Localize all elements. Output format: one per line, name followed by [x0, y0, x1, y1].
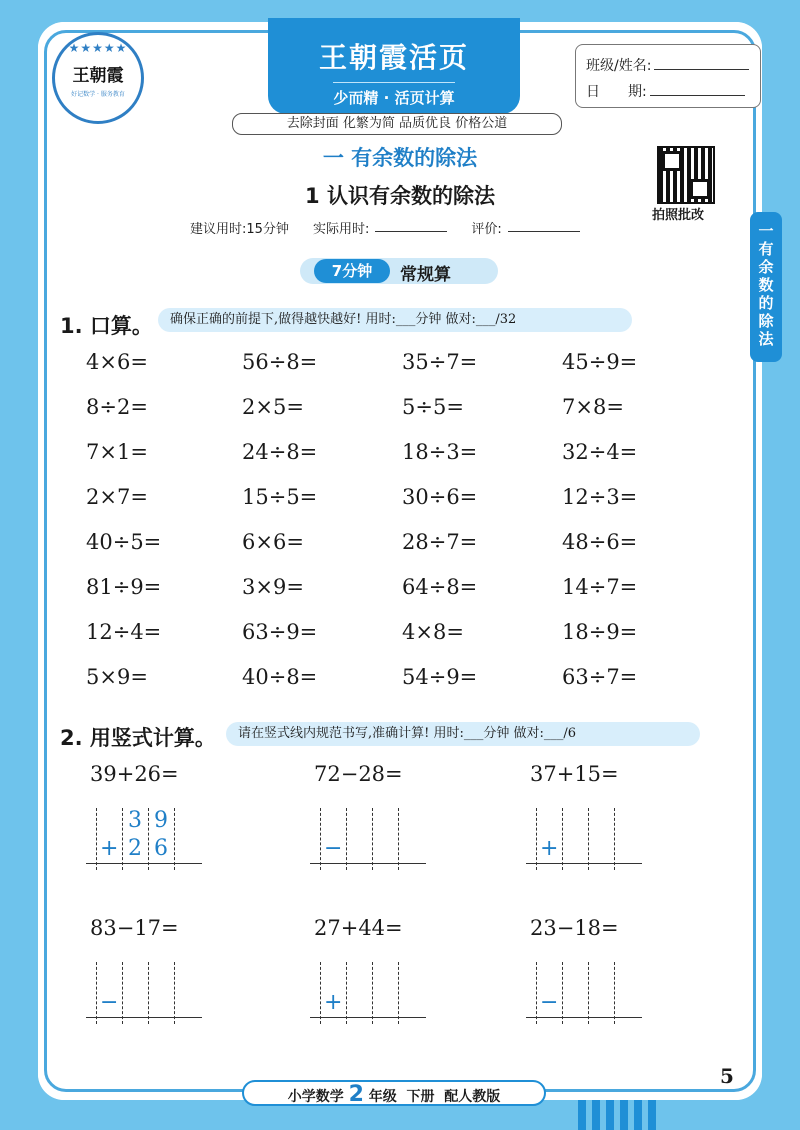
guide-line [398, 808, 399, 870]
practice-type: 常规算 [400, 265, 451, 285]
guide-line [614, 808, 615, 870]
vertical-work-area[interactable] [320, 808, 416, 870]
guide-line [96, 808, 97, 870]
oral-problem: 28÷7= [402, 530, 478, 554]
oral-problem: 64÷8= [402, 575, 478, 599]
oral-problem: 4×8= [402, 620, 464, 644]
section2-hint: 请在竖式线内规范书写,准确计算! 用时:___分钟 做对:___/6 [226, 722, 700, 746]
guide-line [588, 962, 589, 1024]
oral-problem: 2×5= [242, 395, 304, 419]
oral-problem: 5×9= [86, 665, 148, 689]
operator-sign: + [324, 990, 343, 1015]
logo-name: 王朝霞 [72, 66, 124, 86]
guide-line [148, 962, 149, 1024]
oral-problem: 63÷7= [562, 665, 638, 689]
operator-sign: − [324, 836, 343, 861]
oral-problem: 15÷5= [242, 485, 318, 509]
actual-time-field[interactable] [375, 218, 447, 232]
rating-label: 评价: [471, 222, 502, 237]
date-label: 日 期: [586, 84, 647, 100]
digit: 9 [154, 808, 168, 833]
unit-title: 一 有余数的除法 [322, 146, 478, 170]
oral-problem: 2×7= [86, 485, 148, 509]
side-tab-label: 一 有余数的除法 [758, 222, 774, 348]
page-number: 5 [720, 1064, 734, 1088]
oral-problem: 8÷2= [86, 395, 148, 419]
oral-problem: 45÷9= [562, 350, 638, 374]
digit: 6 [154, 836, 168, 861]
oral-problem: 12÷3= [562, 485, 638, 509]
oral-problem: 48÷6= [562, 530, 638, 554]
guide-line [536, 808, 537, 870]
footer-subject: 小学数学 [287, 1089, 344, 1105]
vertical-work-area[interactable] [536, 808, 632, 870]
guide-line [562, 808, 563, 870]
vertical-work-area[interactable] [96, 808, 192, 870]
operator-sign: − [100, 990, 119, 1015]
rating-field[interactable] [508, 218, 580, 232]
oral-problem: 81÷9= [86, 575, 162, 599]
operator-sign: + [540, 836, 559, 861]
operator-sign: − [540, 990, 559, 1015]
oral-problem: 24÷8= [242, 440, 318, 464]
guide-line [346, 962, 347, 1024]
oral-problem: 14÷7= [562, 575, 638, 599]
oral-problem: 32÷4= [562, 440, 638, 464]
vertical-problem-expression: 39+26= [90, 762, 179, 786]
oral-problem: 7×1= [86, 440, 148, 464]
answer-line [526, 863, 642, 864]
guide-line [174, 808, 175, 870]
oral-problem: 35÷7= [402, 350, 478, 374]
guide-line [122, 808, 123, 870]
date-field[interactable] [650, 81, 745, 96]
oral-problem: 54÷9= [402, 665, 478, 689]
vertical-problem-expression: 23−18= [530, 916, 619, 940]
name-box [575, 44, 761, 108]
section1-title: 1. 口算。 [60, 314, 153, 338]
qr-label: 拍照批改 [652, 208, 705, 223]
guide-line [320, 962, 321, 1024]
class-name-label: 班级/姓名: [586, 58, 652, 74]
guide-line [614, 962, 615, 1024]
oral-problem: 18÷9= [562, 620, 638, 644]
footer-grade-number: 2 [348, 1082, 364, 1107]
guide-line [346, 808, 347, 870]
timer-pill [300, 258, 498, 284]
guide-line [320, 808, 321, 870]
brand-subtitle: 少而精 · 活页计算 [333, 82, 454, 108]
oral-problem: 56÷8= [242, 350, 318, 374]
lesson-title: 1 认识有余数的除法 [305, 184, 495, 208]
guide-line [562, 962, 563, 1024]
slogan: 去除封面 化繁为简 品质优良 价格公道 [232, 113, 562, 135]
vertical-work-area[interactable] [96, 962, 192, 1024]
guide-line [372, 808, 373, 870]
digit: 3 [128, 808, 142, 833]
oral-problem: 40÷5= [86, 530, 162, 554]
answer-line [526, 1017, 642, 1018]
oral-problem: 5÷5= [402, 395, 464, 419]
answer-line [310, 863, 426, 864]
vertical-work-area[interactable] [536, 962, 632, 1024]
guide-line [398, 962, 399, 1024]
guide-line [588, 808, 589, 870]
guide-line [96, 962, 97, 1024]
guide-line [174, 962, 175, 1024]
oral-problem: 40÷8= [242, 665, 318, 689]
footer-grade-label: 年级 [368, 1089, 397, 1105]
footer-badge [242, 1080, 546, 1106]
footer-term: 下册 [406, 1089, 435, 1105]
guide-line [148, 808, 149, 870]
title-banner [268, 18, 520, 114]
class-name-field[interactable] [654, 55, 749, 70]
oral-problem: 18÷3= [402, 440, 478, 464]
operator-sign: + [100, 836, 119, 861]
oral-problem: 7×8= [562, 395, 624, 419]
guide-line [372, 962, 373, 1024]
logo-tagline: 好记数学 · 服务教育 [71, 91, 125, 98]
suggested-time: 建议用时:15分钟 [190, 222, 289, 237]
vertical-problem-expression: 72−28= [314, 762, 403, 786]
oral-problem: 3×9= [242, 575, 304, 599]
decorative-stripes [578, 1100, 658, 1130]
time-row [190, 218, 580, 237]
section1-hint: 确保正确的前提下,做得越快越好! 用时:___分钟 做对:___/32 [158, 308, 632, 332]
footer-edition: 配人教版 [444, 1089, 501, 1105]
oral-problem: 12÷4= [86, 620, 162, 644]
digit: 2 [128, 836, 142, 861]
vertical-problem-expression: 27+44= [314, 916, 403, 940]
answer-line [86, 1017, 202, 1018]
vertical-problem-expression: 83−17= [90, 916, 179, 940]
guide-line [536, 962, 537, 1024]
vertical-problem-expression: 37+15= [530, 762, 619, 786]
side-tab [750, 212, 782, 362]
brand-title: 王朝霞活页 [318, 41, 469, 74]
minutes-badge: 7分钟 [314, 259, 390, 283]
actual-time-label: 实际用时: [312, 222, 370, 237]
vertical-work-area[interactable] [320, 962, 416, 1024]
publisher-logo [52, 32, 144, 124]
oral-problem: 4×6= [86, 350, 148, 374]
guide-line [122, 962, 123, 1024]
answer-line [86, 863, 202, 864]
oral-problem: 30÷6= [402, 485, 478, 509]
answer-line [310, 1017, 426, 1018]
stars-icon: ★★★★★ [68, 41, 128, 55]
oral-problem: 63÷9= [242, 620, 318, 644]
oral-problem: 6×6= [242, 530, 304, 554]
section2-title: 2. 用竖式计算。 [60, 726, 216, 750]
